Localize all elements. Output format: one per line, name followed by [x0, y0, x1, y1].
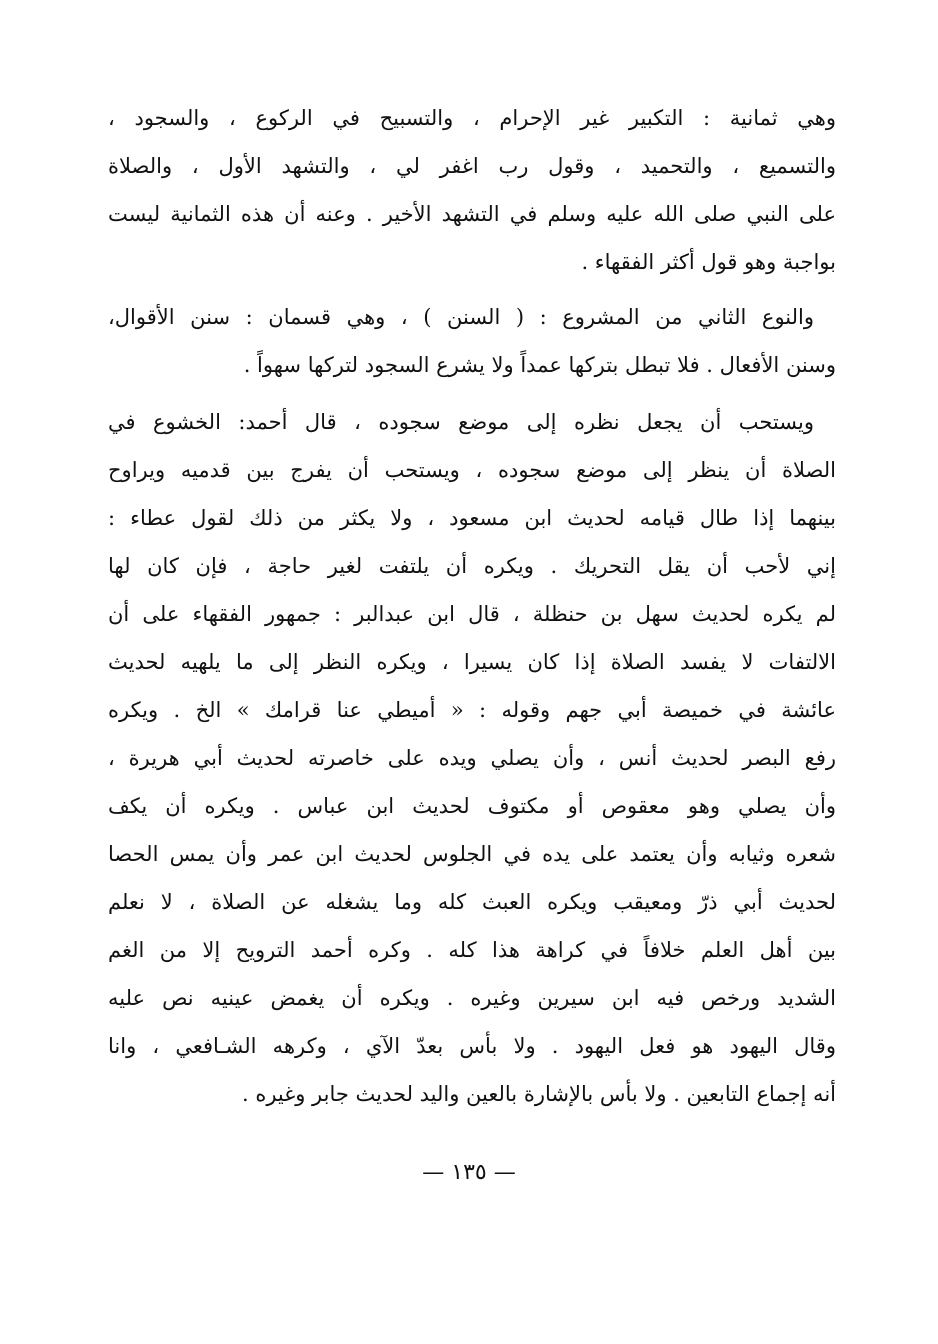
text-line: بين أهل العلم خلافاً في كراهة هذا كله . وكره أحمد الترويح إلا من الغم: [108, 938, 836, 962]
paragraph-1: [108, 94, 836, 286]
text-line: والنوع الثاني من المشروع : ( السنن ) ، وهي قسمان : سنن الأقوال،: [108, 305, 814, 329]
paragraph-2: [108, 293, 836, 389]
text-line: شعره وثيابه وأن يعتمد على يده في الجلوس لحديث ابن عمر وأن يمس الحصا: [108, 842, 836, 866]
text-line: بينهما إذا طال قيامه لحديث ابن مسعود ، ولا يكثر من ذلك لقول عطاء :: [108, 506, 836, 530]
text-line: عائشة في خميصة أبي جهم وقوله : « أميطي عنا قرامك » الخ . ويكره: [108, 698, 836, 722]
text-line: لحديث أبي ذرّ ومعيقب ويكره العبث كله وما يشغله عن الصلاة ، لا نعلم: [108, 890, 836, 914]
text-line: وهي ثمانية : التكبير غير الإحرام ، والتسبيح في الركوع ، والسجود ،: [108, 106, 836, 130]
text-line: ويستحب أن يجعل نظره إلى موضع سجوده ، قال أحمد: الخشوع في: [108, 410, 814, 434]
text-line: لم يكره لحديث سهل بن حنظلة ، قال ابن عبدالبر : جمهور الفقهاء على أن: [108, 602, 836, 626]
text-line: وأن يصلي وهو معقوص أو مكتوف لحديث ابن عباس . ويكره أن يكف: [108, 794, 836, 818]
text-line: الصلاة أن ينظر إلى موضع سجوده ، ويستحب أن يفرج بين قدميه ويراوح: [108, 458, 836, 482]
text-line: الالتفات لا يفسد الصلاة إذا كان يسيرا ، ويكره النظر إلى ما يلهيه لحديث: [108, 650, 836, 674]
text-line: والتسميع ، والتحميد ، وقول رب اغفر لي ، والتشهد الأول ، والصلاة: [108, 154, 836, 178]
text-line: وسنن الأفعال . فلا تبطل بتركها عمداً ولا يشرع السجود لتركها سهواً .: [243, 353, 836, 377]
page-number: — ١٣٥ —: [422, 1160, 516, 1185]
text-line: بواجبة وهو قول أكثر الفقهاء .: [581, 250, 836, 274]
text-line: وقال اليهود هو فعل اليهود . ولا بأس بعدّ الآي ، وكرهه الشـافعي ، وانا: [108, 1034, 836, 1058]
text-line: أنه إجماع التابعين . ولا بأس بالإشارة بالعين واليد لحديث جابر وغيره .: [241, 1082, 836, 1106]
text-line: على النبي صلى الله عليه وسلم في التشهد الأخير . وعنه أن هذه الثمانية ليست: [108, 202, 836, 226]
text-line: إني لأحب أن يقل التحريك . ويكره أن يلتفت لغير حاجة ، فإن كان لها: [108, 554, 836, 578]
text-line: الشديد ورخص فيه ابن سيرين وغيره . ويكره أن يغمض عينيه نص عليه: [108, 986, 836, 1010]
paragraph-3: [108, 398, 836, 1118]
text-line: رفع البصر لحديث أنس ، وأن يصلي ويده على خاصرته لحديث أبي هريرة ،: [108, 746, 836, 770]
